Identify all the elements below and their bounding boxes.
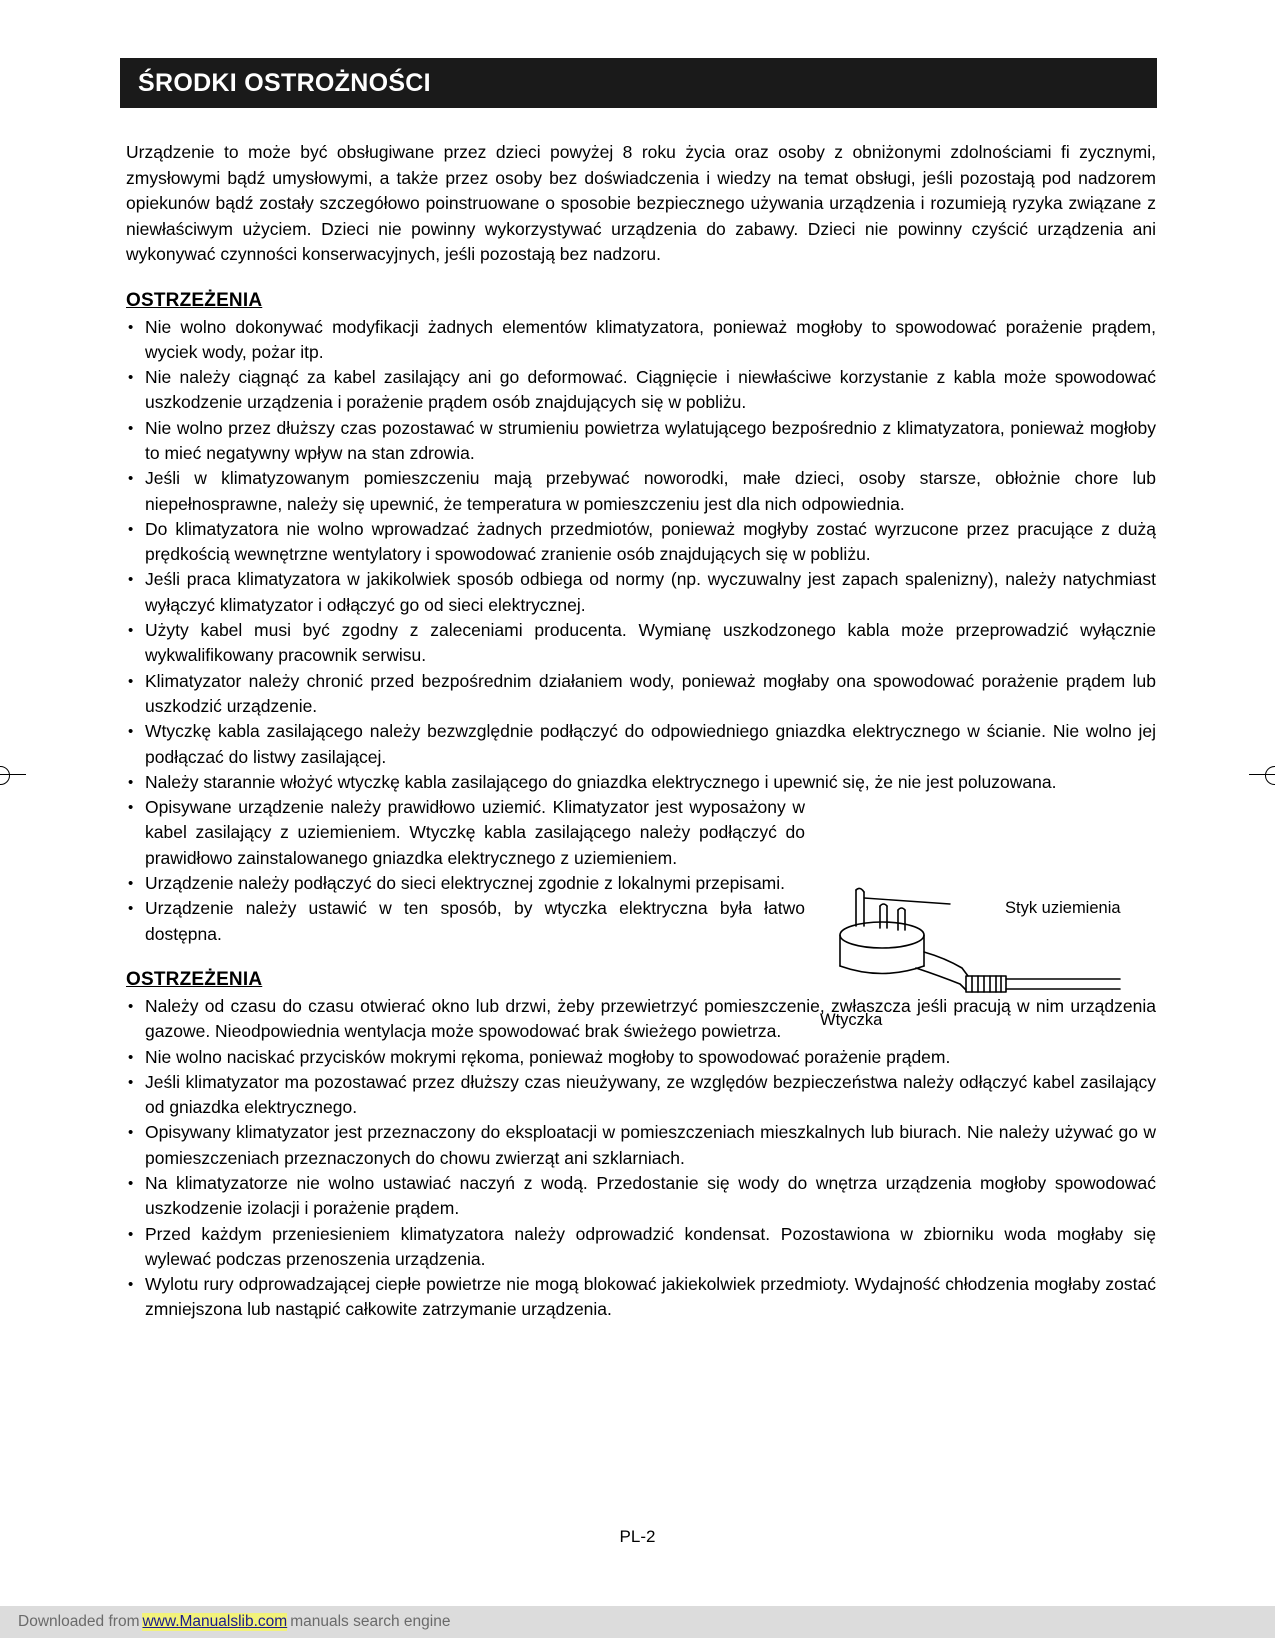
list-item: • Na klimatyzatorze nie wolno ustawiać naczyń z wodą. Przedostanie się wody do wnętrza urządzenia mogłoby spowodować uszkodzenie izolacji i porażenie prądem. — [126, 1171, 1156, 1222]
list-item: • Jeśli w klimatyzowanym pomieszczeniu mają przebywać noworodki, małe dzieci, osoby starsze, obłożnie chore lub niepełnosprawne, należy się upewnić, że temperatura w pomieszczeniu jest dla nich odpowiednia. — [126, 466, 1156, 517]
grounding-plug-figure — [820, 880, 1165, 1045]
figure-label-plug: Wtyczka — [820, 1011, 883, 1029]
list-item: • Przed każdym przeniesieniem klimatyzatora należy odprowadzić kondensat. Pozostawiona w zbiorniku woda mogłaby się wylewać podczas przenoszenia urządzenia. — [126, 1222, 1156, 1273]
registration-mark-right — [1249, 762, 1275, 788]
list-item: • Należy starannie włożyć wtyczkę kabla zasilającego do gniazdka elektrycznego i upewnić się, że nie jest poluzowana. — [126, 770, 1156, 795]
list-item: • Wtyczkę kabla zasilającego należy bezwzględnie podłączyć do odpowiedniego gniazdka elektrycznego w ścianie. Nie wolno jej podłączać do listwy zasilającej. — [126, 719, 1156, 770]
warnings-heading-2: OSTRZEŻENIA — [126, 968, 263, 990]
list-item: • Do klimatyzatora nie wolno wprowadzać żadnych przedmiotów, ponieważ mogłyby zostać wyrzucone przez pracujące z dużą prędkością wewnętrzne wentylatory i spowodować zranienie osób znajdujących się w pobliżu. — [126, 517, 1156, 568]
list-item: • Urządzenie należy podłączyć do sieci elektrycznej zgodnie z lokalnymi przepisami. — [126, 871, 805, 896]
list-item: • Klimatyzator należy chronić przed bezpośrednim działaniem wody, ponieważ mogłaby ona spowodować porażenie prądem lub uszkodzić urządzenie. — [126, 669, 1156, 720]
registration-mark-left — [0, 762, 26, 788]
intro-paragraph: Urządzenie to może być obsługiwane przez dzieci powyżej 8 roku życia oraz osoby z obniżonymi zdolnościami fi zycznymi, zmysłowymi bądź umysłowymi, a także przez osoby bez doświadczenia i wiedzy na temat obsługi, jeśli pozostają pod nadzorem opiekunów bądź zostały szczegółowo poinstruowane o sposobie bezpiecznego używania urządzenia i rozumieją ryzyka związane z niewłaściwym użyciem. Dzieci nie powinny wykorzystywać urządzenia do zabawy. Dzieci nie powinny czyścić urządzenia ani wykonywać czynności konserwacyjnych, jeśli pozostają bez nadzoru. — [126, 142, 1156, 264]
list-item: • Nie wolno naciskać przycisków mokrymi rękoma, ponieważ mogłoby to spowodować porażenie prądem. — [126, 1045, 1156, 1070]
download-prefix-text: Downloaded from — [18, 1613, 140, 1630]
list-item: • Jeśli praca klimatyzatora w jakikolwiek sposób odbiega od normy (np. wyczuwalny jest zapach spalenizny), należy natychmiast wyłączyć klimatyzator i odłączyć go od sieci elektrycznej. — [126, 567, 1156, 618]
page-title: ŚRODKI OSTROŻNOŚCI — [138, 68, 431, 97]
list-item: • Jeśli klimatyzator ma pozostawać przez dłuższy czas nieużywany, ze względów bezpieczeństwa należy odłączyć kabel zasilający od gniazdka elektrycznego. — [126, 1070, 1156, 1121]
list-item: • Nie należy ciągnąć za kabel zasilający ani go deformować. Ciągnięcie i niewłaściwe korzystanie z kabla może spowodować uszkodzenie urządzenia i porażenie prądem osób znajdujących się w pobliżu. — [126, 365, 1156, 416]
download-banner — [0, 1606, 1275, 1638]
document-content — [126, 140, 1156, 1323]
warnings-list-1 — [126, 315, 1156, 947]
list-item: • Należy od czasu do czasu otwierać okno lub drzwi, żeby przewietrzyć pomieszczenie, zwłaszcza jeśli pracują w nim urządzenia gazowe. Nieodpowiednia wentylacja może spowodować brak świeżego powietrza. — [126, 994, 1156, 1045]
manualslib-link[interactable]: www.Manualslib.com — [142, 1613, 288, 1630]
download-suffix-text: manuals search engine — [290, 1613, 451, 1630]
list-item: • Wylotu rury odprowadzającej ciepłe powietrze nie mogą blokować jakiekolwiek przedmioty. Wydajność chłodzenia mogłaby zostać zmniejszona lub nastąpić całkowite zatrzymanie urządzenia. — [126, 1272, 1156, 1323]
list-item: • Opisywane urządzenie należy prawidłowo uziemić. Klimatyzator jest wyposażony w kabel zasilający z uziemieniem. Wtyczkę kabla zasilającego należy podłączyć do prawidłowo zainstalowanego gniazdka elektrycznego z uziemieniem. — [126, 795, 805, 871]
list-item: • Użyty kabel musi być zgodny z zaleceniami producenta. Wymianę uszkodzonego kabla może przeprowadzić wyłącznie wykwalifikowany pracownik serwisu. — [126, 618, 1156, 669]
list-item: • Nie wolno przez dłuższy czas pozostawać w strumieniu powietrza wylatującego bezpośrednio z klimatyzatora, ponieważ mogłoby to mieć negatywny wpływ na stan zdrowia. — [126, 416, 1156, 467]
list-item: • Urządzenie należy ustawić w ten sposób, by wtyczka elektryczna była łatwo dostępna. — [126, 896, 805, 947]
page-number: PL-2 — [619, 1527, 656, 1546]
warnings-heading-1: OSTRZEŻENIA — [126, 289, 263, 311]
figure-label-grounding-contact: Styk uziemienia — [1005, 899, 1121, 917]
list-item: • Opisywany klimatyzator jest przeznaczony do eksploatacji w pomieszczeniach mieszkalnych lub biurach. Nie należy używać go w pomieszczeniach przeznaczonych do chowu zwierząt ani szklarniach. — [126, 1120, 1156, 1171]
section-header-bar — [120, 58, 1157, 108]
list-item: • Nie wolno dokonywać modyfikacji żadnych elementów klimatyzatora, ponieważ mogłoby to spowodować porażenie prądem, wyciek wody, pożar itp. — [126, 315, 1156, 366]
